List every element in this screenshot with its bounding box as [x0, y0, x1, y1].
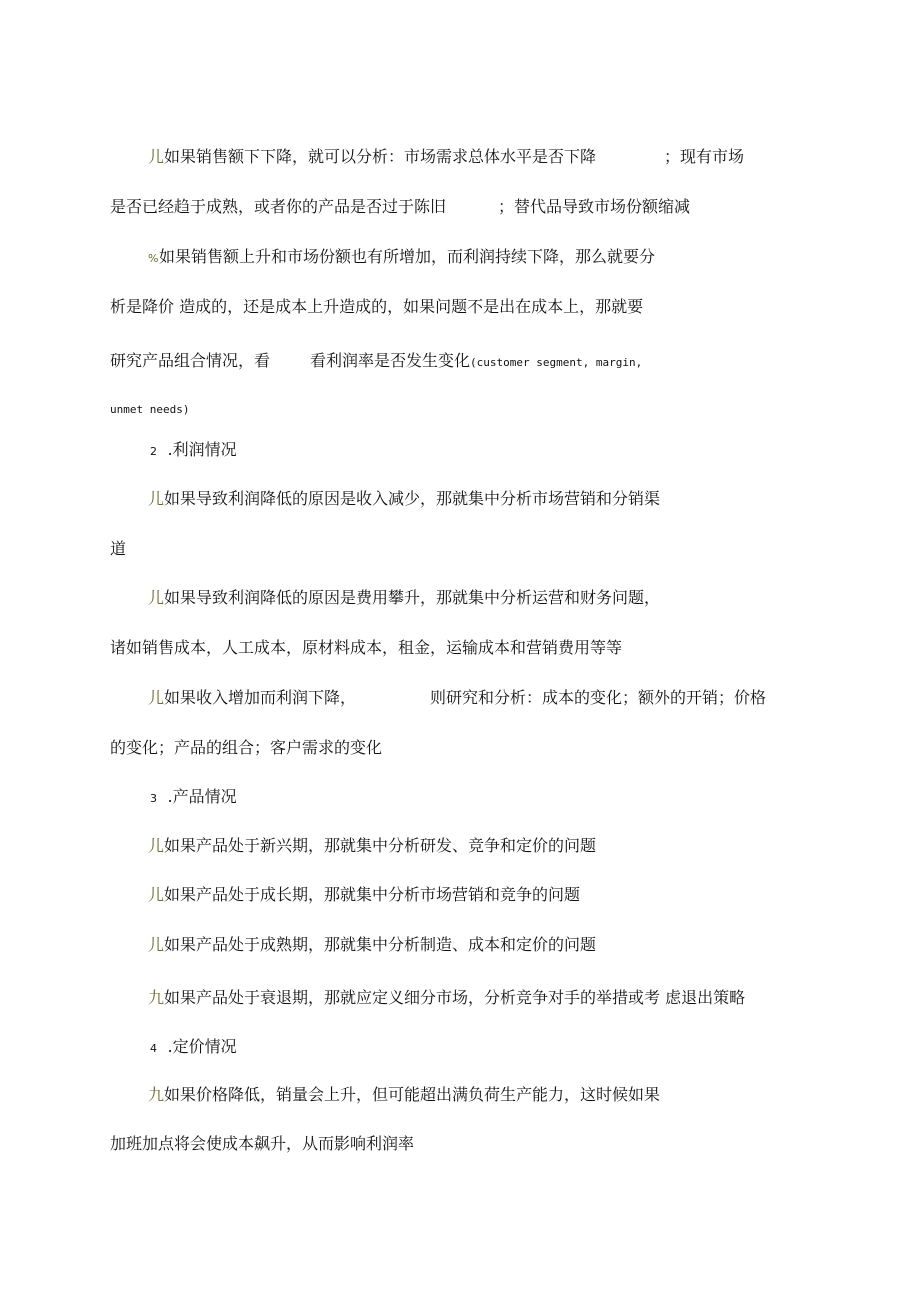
section-heading-4	[150, 1037, 237, 1059]
paragraph-2-line-3	[110, 351, 642, 373]
paragraph-8	[148, 935, 596, 955]
text-segment: 如果产品处于成熟期，那就集中分析制造、成本和定价的问题	[164, 935, 597, 954]
paragraph-10-line-2	[110, 1134, 414, 1154]
paragraph-2-line-2	[110, 297, 643, 317]
section-title: .利润情况	[167, 440, 237, 459]
paragraph-2-line-1	[148, 247, 655, 269]
paragraph-1-line-2	[110, 197, 690, 217]
section-title: .定价情况	[167, 1037, 237, 1056]
text-segment: 加班加点将会使成本飙升，从而影响利润率	[110, 1134, 415, 1153]
bullet-icon: 儿	[148, 489, 165, 508]
paragraph-6	[148, 836, 596, 856]
text-segment: unmet needs)	[110, 403, 190, 416]
paragraph-5-line-2	[110, 738, 382, 758]
text-segment: 如果导致利润降低的原因是费用攀升，那就集中分析运营和财务问题，	[164, 588, 661, 607]
text-segment: 诸如销售成本，人工成本，原材料成本，租金，运输成本和营销费用等等	[110, 638, 623, 657]
paragraph-7	[148, 885, 580, 905]
section-number: 2	[150, 445, 158, 458]
text-segment: 如果价格降低，销量会上升，但可能超出满负荷生产能力，这时候如果	[164, 1085, 661, 1104]
text-segment: 如果产品处于成长期，那就集中分析市场营销和竞争的问题	[164, 885, 581, 904]
text-segment: 则研究和分析：成本的变化；额外的开销；价格	[430, 688, 767, 707]
paragraph-4-line-2	[110, 638, 622, 658]
text-segment: 如果收入增加而利润下降，	[164, 688, 357, 707]
text-segment: (customer segment, margin,	[470, 356, 643, 369]
text-segment: 研究产品组合情况，看	[110, 351, 271, 370]
paragraph-2-line-4	[110, 400, 189, 420]
bullet-icon: 儿	[148, 688, 165, 707]
text-segment: ；现有市场	[664, 147, 745, 166]
text-segment: ；替代品导致市场份额缩减	[498, 197, 691, 216]
bullet-icon: 儿	[148, 885, 165, 904]
paragraph-3-line-1	[148, 489, 660, 509]
bullet-icon: 儿	[148, 147, 165, 166]
bullet-icon: 儿	[148, 836, 165, 855]
paragraph-1-line-1	[148, 147, 744, 167]
paragraph-5-line-1	[148, 688, 766, 708]
paragraph-4-line-1	[148, 588, 660, 608]
text-segment: 看利润率是否发生变化	[310, 351, 471, 370]
text-segment: 如果导致利润降低的原因是收入减少，那就集中分析市场营销和分销渠	[164, 489, 661, 508]
text-segment: 如果产品处于衰退期，那就应定义细分市场，分析竞争对手的举措或考 虑退出策略	[164, 988, 746, 1007]
text-segment: 如果销售额下下降，就可以分析：市场需求总体水平是否下降	[164, 147, 597, 166]
paragraph-10-line-1	[148, 1085, 660, 1105]
text-segment: 是否已经趋于成熟，或者你的产品是否过于陈旧	[110, 197, 447, 216]
section-heading-2	[150, 440, 237, 462]
paragraph-3-line-2	[110, 539, 126, 559]
paragraph-9	[148, 988, 745, 1008]
section-number: 3	[150, 792, 158, 805]
text-segment: 如果销售额上升和市场份额也有所增加，而利润持续下降，那么就要分	[158, 247, 655, 266]
bullet-icon: %	[148, 252, 159, 265]
section-number: 4	[150, 1042, 158, 1055]
bullet-icon: 儿	[148, 935, 165, 954]
text-segment: 如果产品处于新兴期，那就集中分析研发、竞争和定价的问题	[164, 836, 597, 855]
text-segment: 析是降价 造成的，还是成本上升造成的，如果问题不是出在成本上，那就要	[110, 297, 644, 316]
section-heading-3	[150, 787, 237, 809]
section-title: .产品情况	[167, 787, 237, 806]
bullet-icon: 儿	[148, 588, 165, 607]
text-segment: 道	[110, 539, 127, 558]
bullet-icon: 九	[148, 988, 165, 1007]
text-segment: 的变化；产品的组合；客户需求的变化	[110, 738, 383, 757]
bullet-icon: 九	[148, 1085, 165, 1104]
